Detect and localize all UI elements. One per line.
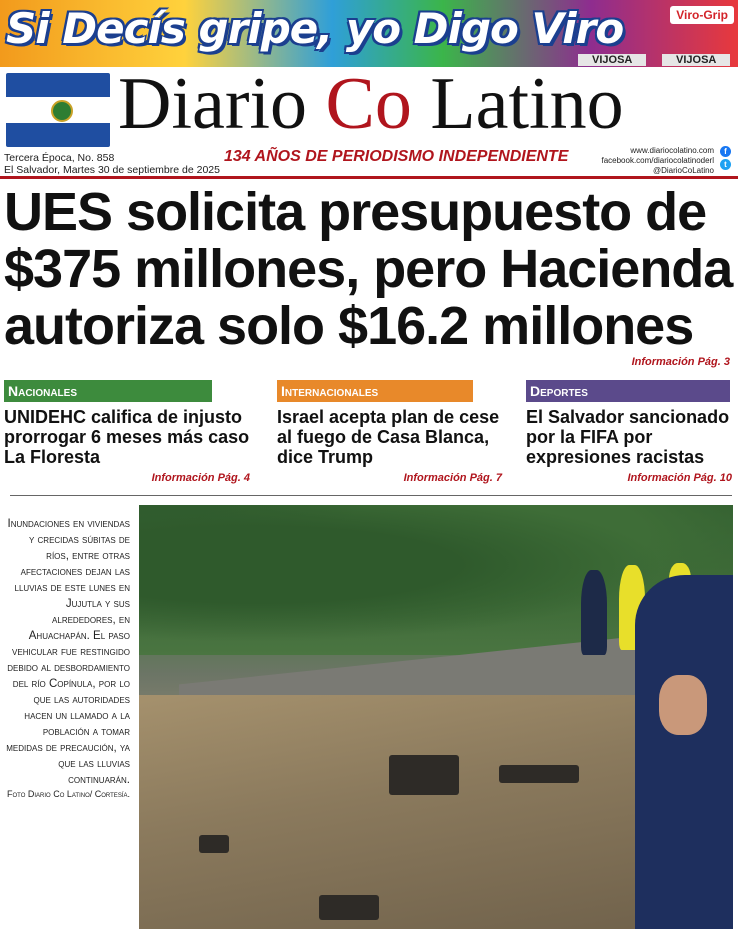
- main-headline[interactable]: UES solicita presupuesto de $375 millones, pero Hacienda autoriza solo $16.2 millones: [4, 182, 733, 356]
- section-page-ref: Información Pág. 10: [627, 472, 732, 484]
- edition-info: Tercera Época, No. 858 El Salvador, Martes 30 de septiembre de 2025: [4, 152, 220, 176]
- social-icons: [720, 146, 734, 172]
- ad-sub-label: VIJOSA: [578, 54, 646, 66]
- masthead-divider: [0, 176, 738, 179]
- section-label: Internacionales: [277, 380, 473, 402]
- facebook-icon[interactable]: f: [720, 146, 731, 157]
- section-internacionales[interactable]: [277, 380, 502, 490]
- ad-sub-label: VIJOSA: [662, 54, 730, 66]
- headline-page-ref: Información Pág. 3: [631, 356, 730, 368]
- section-nacionales[interactable]: [4, 380, 250, 490]
- flood-photo[interactable]: [139, 505, 733, 929]
- ad-slogan: Si Decís gripe, yo Digo Viro: [6, 4, 624, 53]
- section-page-ref: Información Pág. 7: [403, 472, 502, 484]
- section-divider: [10, 495, 732, 496]
- newspaper-title: Diario Co Latino: [118, 63, 624, 145]
- section-label: Deportes: [526, 380, 730, 402]
- el-salvador-flag-icon: [6, 73, 110, 147]
- section-deportes[interactable]: [526, 380, 732, 490]
- twitter-icon[interactable]: t: [720, 159, 731, 170]
- section-page-ref: Información Pág. 4: [151, 472, 250, 484]
- twitter-link[interactable]: @DiarioCoLatino: [652, 166, 714, 175]
- section-headline[interactable]: UNIDEHC califica de injusto prorrogar 6 meses más caso La Floresta: [4, 407, 250, 467]
- facebook-link[interactable]: facebook.com/diariocolatinoderl: [601, 156, 714, 165]
- ad-brand: Viro-Grip: [670, 6, 734, 24]
- social-links: [601, 146, 714, 176]
- tagline: 134 AÑOS DE PERIODISMO INDEPENDIENTE: [224, 148, 569, 165]
- ad-banner[interactable]: [0, 0, 738, 67]
- section-headline[interactable]: El Salvador sancionado por la FIFA por expresiones racistas: [526, 407, 730, 467]
- photo-credit: Foto Diario Co Latino/ Cortesía.: [6, 789, 130, 799]
- section-label: Nacionales: [4, 380, 212, 402]
- photo-caption: Inundaciones en viviendas y crecidas súbitas de ríos, entre otras afectaciones dejan las lluvias de este lunes en Jujutla y sus alrededores, en Ahuachapán. El paso vehicular fue restingido debido al desbordamiento del río Copínula, por lo que las autoridades hacen un llamado a la población a tomar medidas de precaución, ya que las lluvias continuarán. Foto Diario Co Latino/ Cortesía.: [4, 516, 130, 801]
- website-link[interactable]: www.diariocolatino.com: [630, 146, 714, 155]
- section-headline[interactable]: Israel acepta plan de cese al fuego de Casa Blanca, dice Trump: [277, 407, 500, 467]
